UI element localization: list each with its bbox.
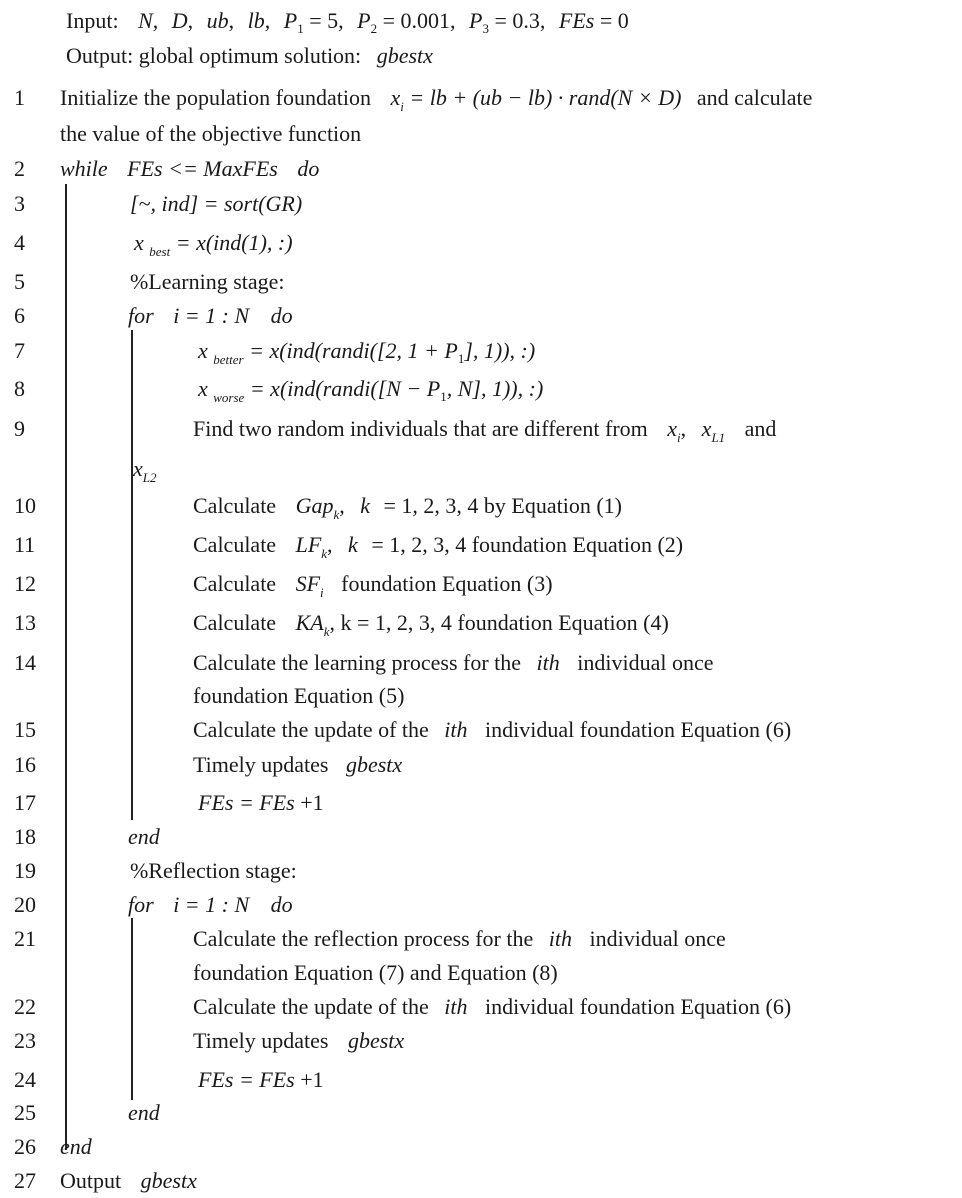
line-number: 3: [14, 191, 25, 216]
line-number: 7: [14, 338, 25, 363]
line-number: 18: [14, 824, 36, 849]
line-text: Calculate the update of the: [193, 717, 429, 742]
var-gap: Gap: [295, 493, 334, 518]
p-sub: 1: [440, 389, 447, 404]
line-text: Calculate: [193, 493, 277, 518]
line-text: Initialize the population foundation: [60, 85, 371, 110]
assignment: = FEs: [238, 790, 295, 815]
line-text: foundation Equation (3): [341, 571, 553, 596]
keyword-do: do: [270, 303, 293, 328]
var-sub: better: [213, 352, 244, 367]
line-9-cont: [133, 456, 157, 485]
line-number: 4: [14, 230, 25, 255]
for-block-bar-2: [131, 918, 133, 1100]
line-number: 14: [14, 650, 36, 675]
line-1-cont: [60, 123, 361, 145]
keyword-end: end: [128, 1100, 160, 1125]
input-line: Input: N, D, ub, lb, $P_1 = 5$, $P_2 = 0.001$, $P_3 = 0.3$, FEs = 0: [66, 8, 629, 36]
p3-var: P: [469, 8, 483, 33]
assignment: = FEs: [238, 1067, 295, 1092]
var-sf: SF: [295, 571, 321, 596]
p1-sub: 1: [297, 21, 304, 36]
line-text: individual once: [577, 650, 714, 675]
line-text: = 1, 2, 3, 4 foundation Equation (2): [371, 532, 684, 557]
for-block-bar-1: [131, 330, 133, 820]
var-sub: worse: [213, 390, 245, 405]
assignment-end: ], 1)), :): [464, 338, 536, 363]
line-text: Output: [60, 1168, 122, 1193]
var-sub: L2: [142, 470, 157, 485]
line-text: Timely updates: [193, 1028, 329, 1053]
line-text: and calculate: [696, 85, 813, 110]
line-text: individual foundation Equation (6): [485, 717, 792, 742]
line-text: the value of the objective function: [60, 121, 362, 146]
p2-var: P: [357, 8, 371, 33]
line-number: 17: [14, 790, 36, 815]
var-k: k: [360, 493, 371, 518]
increment: +1: [300, 1067, 324, 1092]
output-var: gbestx: [376, 43, 433, 68]
p2-sub: 2: [370, 21, 378, 36]
p2-val: = 0.001: [382, 8, 451, 33]
line-number: 24: [14, 1067, 36, 1092]
while-condition: FEs <= MaxFEs: [127, 156, 278, 181]
var-ith: ith: [548, 926, 572, 951]
line-number: 9: [14, 416, 25, 441]
keyword-end: end: [60, 1134, 92, 1159]
var-sub: k: [321, 546, 328, 561]
var-sub: L1: [711, 430, 726, 445]
line-number: 8: [14, 376, 25, 401]
var-ub: ub: [206, 8, 229, 33]
line-text: , k = 1, 2, 3, 4 foundation Equation (4): [329, 610, 669, 635]
var-x: x: [198, 338, 208, 363]
var-xl1: x: [701, 416, 712, 441]
assignment-end: , N], 1)), :): [446, 376, 544, 401]
line-number: 21: [14, 926, 36, 951]
line-text: individual once: [589, 926, 726, 951]
line-text: and: [744, 416, 777, 441]
line-text: Calculate: [193, 610, 277, 635]
var-lf: LF: [295, 532, 322, 557]
input-label: Input:: [66, 8, 119, 33]
var-sub: best: [149, 244, 171, 259]
var-sub: k: [323, 624, 330, 639]
var-x: x: [198, 376, 208, 401]
line-text: foundation Equation (5): [193, 683, 405, 708]
var-fes: FEs: [198, 1067, 234, 1092]
comment: %Reflection stage:: [130, 858, 297, 883]
line-text: foundation Equation (7) and Equation (8): [193, 960, 558, 985]
sort-statement: [~, ind] = sort(GR): [130, 191, 303, 216]
var-ka: KA: [295, 610, 324, 635]
line-number: 6: [14, 303, 25, 328]
line-text: Calculate the reflection process for the: [193, 926, 534, 951]
line-number: 5: [14, 269, 25, 294]
p3-sub: 3: [482, 21, 489, 36]
line-number: 26: [14, 1134, 36, 1159]
for-range: i = 1 : N: [173, 303, 250, 328]
var-ith: ith: [444, 994, 468, 1019]
line-number: 27: [14, 1168, 36, 1193]
keyword-for: for: [128, 303, 154, 328]
line-number: 15: [14, 717, 36, 742]
p3-val: = 0.3: [494, 8, 540, 33]
var-ith: ith: [536, 650, 560, 675]
p1-var: P: [283, 8, 298, 33]
line-number: 10: [14, 493, 36, 518]
line-number: 20: [14, 892, 36, 917]
var-d: D: [171, 8, 188, 33]
line-number: 12: [14, 571, 36, 596]
var-xi: x: [667, 416, 678, 441]
eq-sub: i: [400, 99, 404, 114]
var-xl2: x: [133, 456, 143, 481]
line-text: Calculate the learning process for the: [193, 650, 522, 675]
var-lb: lb: [247, 8, 265, 33]
line-number: 2: [14, 156, 25, 181]
assignment: = x(ind(randi([N − P: [249, 376, 441, 401]
p-sub: 1: [457, 351, 465, 366]
assignment: = x(ind(randi([2, 1 + P: [249, 338, 458, 363]
line-text: Calculate: [193, 571, 277, 596]
p1-val: = 5: [309, 8, 339, 33]
var-ith: ith: [444, 717, 468, 742]
var-gbestx: gbestx: [347, 1028, 405, 1053]
line-number: 25: [14, 1100, 36, 1125]
keyword-end: end: [128, 824, 160, 849]
var-k: k: [348, 532, 358, 557]
increment: +1: [300, 790, 324, 815]
line-text: Timely updates: [193, 752, 329, 777]
line-text: = 1, 2, 3, 4 by Equation (1): [383, 493, 623, 518]
var-gbestx: gbestx: [140, 1168, 197, 1193]
output-line: [66, 45, 433, 67]
line-number: 1: [14, 85, 25, 110]
line-14-cont: [193, 685, 404, 707]
eq-body: = lb + (ub − lb) · rand(N × D): [409, 85, 682, 110]
line-number: 16: [14, 752, 36, 777]
for-range: i = 1 : N: [173, 892, 250, 917]
var-x: x: [134, 230, 144, 255]
while-block-bar: [65, 184, 67, 1150]
output-label: Output: global optimum solution:: [66, 43, 362, 68]
line-number: 11: [14, 532, 36, 557]
fes-val: = 0: [599, 8, 629, 33]
assignment: = x(ind(1), :): [175, 230, 293, 255]
keyword-do: do: [297, 156, 320, 181]
line-number: 19: [14, 858, 36, 883]
var-fes: FEs: [198, 790, 234, 815]
var-sub: i: [677, 430, 681, 445]
line-text: Find two random individuals that are different from: [193, 416, 648, 441]
keyword-do: do: [270, 892, 293, 917]
var-gbestx: gbestx: [345, 752, 403, 777]
eq-x: x: [390, 85, 401, 110]
fes-var: FEs: [558, 8, 595, 33]
line-number: 22: [14, 994, 36, 1019]
var-sub: i: [320, 585, 324, 600]
comment: %Learning stage:: [130, 269, 285, 294]
line-text: individual foundation Equation (6): [485, 994, 792, 1019]
line-text: Calculate: [193, 532, 277, 557]
keyword-for: for: [128, 892, 154, 917]
line-21-cont: [193, 962, 558, 984]
line-text: Calculate the update of the: [193, 994, 429, 1019]
var-n: N: [138, 8, 153, 33]
line-number: 23: [14, 1028, 36, 1053]
line-number: 13: [14, 610, 36, 635]
keyword-while: while: [60, 156, 108, 181]
var-sub: k: [333, 507, 340, 522]
